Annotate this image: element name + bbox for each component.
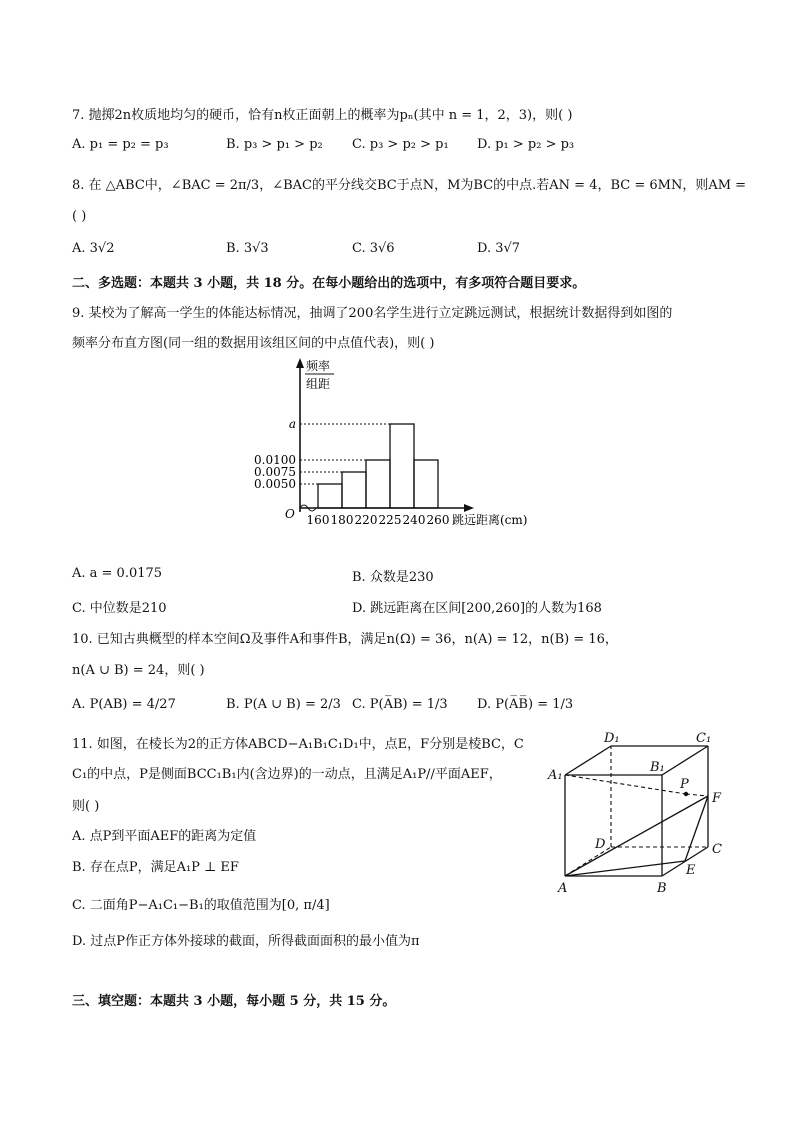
q8-option-a: A. 3√2 (72, 241, 115, 256)
q9-stem-2: 频率分布直方图(同一组的数据用该组区间的中点值代表)，则( ) (72, 336, 435, 351)
q9-option-c: C. 中位数是210 (72, 601, 167, 616)
histogram-bar-3 (366, 460, 390, 508)
label-c: C (712, 842, 722, 857)
q8-option-b: B. 3√3 (226, 241, 269, 256)
q7-stem: 7. 抛掷2n枚质地均匀的硬币，恰有n枚正面朝上的概率为pₙ(其中 n = 1，2，3)，则( ) (72, 108, 573, 123)
segment-ae (565, 861, 685, 876)
q8-option-d: D. 3√7 (477, 241, 521, 256)
edge-b1c1 (662, 746, 708, 775)
y-tick-label-1: a (288, 417, 296, 431)
label-a1: A₁ (548, 768, 563, 783)
label-p: P (680, 777, 689, 792)
section-3-heading: 三、填空题：本题共 3 小题，每小题 5 分，共 15 分。 (72, 994, 396, 1009)
q11-option-c: C. 二面角P−A₁C₁−B₁的取值范围为[0, π/4] (72, 898, 330, 913)
q11-option-a: A. 点P到平面AEF的距离为定值 (72, 829, 257, 844)
cube-figure (540, 728, 740, 898)
q8-option-c: C. 3√6 (352, 241, 395, 256)
q10-option-c: C. P(A̅B) = 1/3 (352, 697, 448, 712)
q11-option-d: D. 过点P作正方体外接球的截面，所得截面面积的最小值为π (72, 934, 420, 949)
segment-pf (686, 794, 708, 796)
label-c1: C₁ (696, 731, 712, 746)
q8-stem-cont: ( ) (72, 209, 87, 224)
q8-stem: 8. 在 △ABC中，∠BAC = 2π/3，∠BAC的平分线交BC于点N，M为BC的中点.若AN = 4，BC = 6MN，则AM = (72, 178, 747, 193)
q9-option-d: D. 跳远距离在区间[200,260]的人数为168 (352, 601, 602, 616)
label-a: A (558, 881, 568, 896)
histogram-bar-1 (318, 484, 342, 508)
q10-option-b: B. P(A ∪ B) = 2/3 (226, 697, 341, 712)
label-b1: B₁ (650, 760, 665, 775)
x-axis-title: 跳远距离(cm) (452, 513, 528, 527)
q11-stem-3: 则( ) (72, 799, 100, 814)
segment-a1p (565, 775, 686, 794)
q7-option-d: D. p₁ > p₂ > p₃ (477, 137, 575, 152)
y-axis-title-bottom: 组距 (306, 377, 331, 391)
x-tick-label-6: 260 (426, 513, 450, 527)
label-e: E (686, 863, 696, 878)
q10-option-d: D. P(A̅B̅) = 1/3 (477, 697, 574, 712)
q7-option-a: A. p₁ = p₂ = p₃ (72, 137, 169, 152)
q10-stem-1: 10. 已知古典概型的样本空间Ω及事件A和事件B，满足n(Ω) = 36，n(A) = 12，n(B) = 16， (72, 632, 618, 647)
q10-option-a: A. P(AB) = 4/27 (72, 697, 176, 712)
label-d: D (595, 837, 606, 852)
q9-stem-1: 9. 某校为了解高一学生的体能达标情况，抽调了200名学生进行立定跳远测试，根据统计数据得到如图的 (72, 306, 673, 321)
x-tick-label-1: 160 (306, 513, 330, 527)
section-2-heading: 二、多选题：本题共 3 小题，共 18 分。在每小题给出的选项中，有多项符合题目要求。 (72, 276, 586, 291)
histogram-bar-5 (414, 460, 438, 508)
q11-stem-1: 11. 如图，在棱长为2的正方体ABCD−A₁B₁C₁D₁中，点E，F分别是棱BC，C (72, 737, 524, 752)
histogram-marks (254, 417, 449, 527)
y-tick-label-4: 0.0050 (254, 477, 296, 491)
q10-stem-2: n(A ∪ B) = 24，则( ) (72, 663, 205, 678)
histogram-bar-4 (390, 424, 414, 508)
label-f: F (712, 791, 722, 806)
x-tick-label-2: 180 (330, 513, 354, 527)
x-axis-arrow (464, 504, 474, 512)
q7-option-b: B. p₃ > p₁ > p₂ (226, 137, 323, 152)
point-p-dot (684, 792, 688, 796)
q9-option-b: B. 众数是230 (352, 570, 434, 585)
q7-option-c: C. p₃ > p₂ > p₁ (352, 137, 449, 152)
histogram-bar-2 (342, 472, 366, 508)
q9-option-a: A. a = 0.0175 (72, 566, 163, 581)
x-tick-label-3: 220 (354, 513, 378, 527)
x-tick-label-4: 225 (378, 513, 402, 527)
segment-ef (685, 796, 708, 861)
label-d1: D₁ (604, 731, 620, 746)
x-tick-label-5: 240 (402, 513, 426, 527)
y-axis-arrow (296, 358, 304, 368)
histogram-chart (254, 352, 560, 532)
edge-a1d1 (565, 746, 611, 775)
label-b: B (657, 881, 667, 896)
origin-label: O (285, 507, 295, 521)
q11-option-b: B. 存在点P，满足A₁P ⊥ EF (72, 860, 239, 875)
y-axis-title-top: 频率 (306, 359, 331, 373)
q11-stem-2: C₁的中点，P是侧面BCC₁B₁内(含边界)的一动点，且满足A₁P//平面AEF， (72, 767, 502, 782)
y-tick-label-3: 0.0075 (254, 465, 296, 479)
y-tick-label-2: 0.0100 (254, 453, 296, 467)
